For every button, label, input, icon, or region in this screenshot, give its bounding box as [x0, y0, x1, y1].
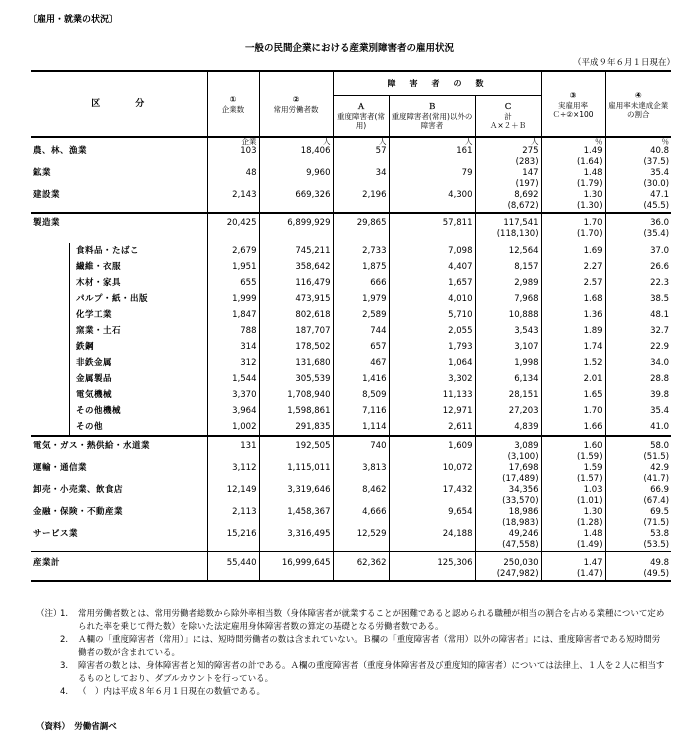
cell: 1.66 [541, 419, 605, 436]
cell: 1,875 [333, 259, 389, 275]
table-row [31, 463, 671, 485]
cell: 48 [207, 168, 259, 190]
row-label: 食料品・たばこ [31, 243, 207, 259]
row-label: 電気・ガス・熱供給・水道業 [33, 441, 151, 451]
cell: 12,529 [333, 529, 389, 552]
cell: 655 [207, 275, 259, 291]
note-number: 4. [60, 687, 69, 697]
cell: 35.4 (30.0) [605, 168, 671, 190]
header-col-b: Ｂ 重度障害者(常用)以外の障害者 [389, 95, 475, 137]
cell: 2,989 [475, 275, 541, 291]
unit-rate: ％ [541, 137, 605, 146]
employment-table [31, 70, 671, 582]
table-row [31, 168, 671, 190]
cell: 3,089 (3,100) [475, 436, 541, 463]
table-row [31, 339, 671, 355]
cell: 79 [389, 168, 475, 190]
row-label: 化学工業 [31, 307, 207, 323]
row-label: 金属製品 [31, 371, 207, 387]
cell: 8,157 [475, 259, 541, 275]
row-label: 金融・保険・不動産業 [33, 507, 124, 517]
cell: 1,609 [389, 436, 475, 463]
cell: 66.9 (67.4) [605, 485, 671, 507]
cell: 1.47 (1.47) [541, 552, 605, 582]
cell: 29,865 [333, 213, 389, 243]
note-text: 障害者の数とは、身体障害者と知的障害者の計である。Ａ欄の重度障害者（重度身体障害者及び重度知的障害者）については法律上、１人を２人に相当するものとしており、ダブルカウントを行っている。 [78, 661, 665, 684]
cell: 32.7 [605, 323, 671, 339]
unit-c: 人 [475, 137, 541, 146]
header-category: 区 分 [31, 71, 207, 137]
unit-workers: 人 [259, 137, 333, 146]
cell: 12,149 [207, 485, 259, 507]
cell: 22.9 [605, 339, 671, 355]
cell: 16,999,645 [259, 552, 333, 582]
note-text: （ ）内は平成８年６月１日現在の数値である。 [78, 687, 266, 697]
cell: 1,998 [475, 355, 541, 371]
cell: 1,793 [389, 339, 475, 355]
cell: 1,002 [207, 419, 259, 436]
cell: 1.49 (1.64) [541, 146, 605, 168]
other-industries [31, 436, 671, 552]
row-label: 建設業 [31, 190, 207, 213]
cell: 6,134 [475, 371, 541, 387]
cell: 1,708,940 [259, 387, 333, 403]
cell: 3,316,495 [259, 529, 333, 552]
row-label: 鉄鋼 [31, 339, 207, 355]
cell: 312 [207, 355, 259, 371]
table-row [31, 243, 671, 259]
cell: 1.36 [541, 307, 605, 323]
cell: 53.8 (53.5) [605, 529, 671, 552]
table-row [31, 529, 671, 552]
section-tag: 〔雇用・就業の状況〕 [28, 15, 119, 25]
cell: 250,030 (247,982) [475, 552, 541, 582]
reference-date: （平成９年６月１日現在） [572, 58, 675, 68]
table-row [31, 485, 671, 507]
cell: 744 [333, 323, 389, 339]
row-label: 電気機械 [31, 387, 207, 403]
cell: 15,216 [207, 529, 259, 552]
cell: 3,319,646 [259, 485, 333, 507]
cell: 10,072 [389, 463, 475, 485]
cell: 161 [389, 146, 475, 168]
cell: 2,113 [207, 507, 259, 529]
cell: 1.60 (1.59) [541, 436, 605, 463]
cell: 117,541 (118,130) [475, 213, 541, 243]
table-row [31, 419, 671, 436]
cell: 55,440 [207, 552, 259, 582]
cell: 34,356 (33,570) [475, 485, 541, 507]
notes [36, 608, 666, 699]
table-row [31, 323, 671, 339]
notes-label: （注） [36, 609, 62, 619]
cell: 10,888 [475, 307, 541, 323]
row-label: 運輸・通信業 [33, 463, 88, 473]
cell: 57 [333, 146, 389, 168]
cell: 1.48 (1.49) [541, 529, 605, 552]
cell: 9,960 [259, 168, 333, 190]
header-enterprises: ① 企業数 [207, 71, 259, 137]
cell: 62,362 [333, 552, 389, 582]
cell: 1.65 [541, 387, 605, 403]
cell: 1,115,011 [259, 463, 333, 485]
cell: 18,986 (18,983) [475, 507, 541, 529]
cell: 1.89 [541, 323, 605, 339]
row-label: 製造業 [33, 218, 61, 228]
cell: 1,458,367 [259, 507, 333, 529]
cell: 49.8 (49.5) [605, 552, 671, 582]
cell: 669,326 [259, 190, 333, 213]
cell: 41.0 [605, 419, 671, 436]
cell: 1,847 [207, 307, 259, 323]
cell: 1,657 [389, 275, 475, 291]
cell: 34 [333, 168, 389, 190]
cell: 47.1 (45.5) [605, 190, 671, 213]
cell: 11,133 [389, 387, 475, 403]
cell: 2.27 [541, 259, 605, 275]
cell: 8,692 (8,672) [475, 190, 541, 213]
cell: 4,010 [389, 291, 475, 307]
cell: 291,835 [259, 419, 333, 436]
cell: 69.5 (71.5) [605, 507, 671, 529]
unit-unmet: ％ [605, 137, 671, 146]
cell: 8,509 [333, 387, 389, 403]
cell: 178,502 [259, 339, 333, 355]
table-row [31, 371, 671, 387]
cell: 5,710 [389, 307, 475, 323]
unit-a: 人 [333, 137, 389, 146]
cell: 1.52 [541, 355, 605, 371]
cell: 4,839 [475, 419, 541, 436]
cell: 1,999 [207, 291, 259, 307]
source: （資料） 労働省調べ [36, 722, 117, 732]
cell: 27,203 [475, 403, 541, 419]
cell: 187,707 [259, 323, 333, 339]
cell: 8,462 [333, 485, 389, 507]
cell: 4,666 [333, 507, 389, 529]
cell: 2,055 [389, 323, 475, 339]
cell: 42.9 (41.7) [605, 463, 671, 485]
cell: 2,196 [333, 190, 389, 213]
cell: 2,143 [207, 190, 259, 213]
cell: 1.70 (1.70) [541, 213, 605, 243]
cell: 2,611 [389, 419, 475, 436]
cell: 57,811 [389, 213, 475, 243]
cell: 37.0 [605, 243, 671, 259]
cell: 2,589 [333, 307, 389, 323]
cell: 3,964 [207, 403, 259, 419]
row-label: サービス業 [33, 529, 79, 539]
cell: 1,114 [333, 419, 389, 436]
header-col-a: Ａ 重度障害者(常用) [333, 95, 389, 137]
header-workers: ② 常用労働者数 [259, 71, 333, 137]
cell: 3,112 [207, 463, 259, 485]
note-number: 2. [60, 635, 69, 645]
manufacturing-breakdown [31, 243, 671, 436]
cell: 1.74 [541, 339, 605, 355]
row-label: 非鉄金属 [31, 355, 207, 371]
cell: 192,505 [259, 436, 333, 463]
cell: 6,899,929 [259, 213, 333, 243]
cell: 275 (283) [475, 146, 541, 168]
row-label: 卸売・小売業、飲食店 [33, 485, 124, 495]
cell: 3,813 [333, 463, 389, 485]
table-row [31, 307, 671, 323]
cell: 1.59 (1.57) [541, 463, 605, 485]
row-label: その他機械 [31, 403, 207, 419]
cell: 7,098 [389, 243, 475, 259]
cell: 1.30 (1.30) [541, 190, 605, 213]
cell: 788 [207, 323, 259, 339]
cell: 3,302 [389, 371, 475, 387]
cell: 1,598,861 [259, 403, 333, 419]
header-disabled-count: 障 害 者 の 数 [333, 71, 541, 95]
cell: 24,188 [389, 529, 475, 552]
table-row [31, 403, 671, 419]
cell: 358,642 [259, 259, 333, 275]
cell: 305,539 [259, 371, 333, 387]
cell: 666 [333, 275, 389, 291]
cell: 7,116 [333, 403, 389, 419]
cell: 745,211 [259, 243, 333, 259]
cell: 1,544 [207, 371, 259, 387]
cell: 131,680 [259, 355, 333, 371]
cell: 26.6 [605, 259, 671, 275]
cell: 12,971 [389, 403, 475, 419]
cell: 2.01 [541, 371, 605, 387]
cell: 1.69 [541, 243, 605, 259]
table-row [31, 275, 671, 291]
cell: 38.5 [605, 291, 671, 307]
cell: 1.70 [541, 403, 605, 419]
row-label: 窯業・土石 [31, 323, 207, 339]
table-row [31, 436, 671, 463]
cell: 125,306 [389, 552, 475, 582]
table-row [31, 507, 671, 529]
cell: 17,432 [389, 485, 475, 507]
cell: 467 [333, 355, 389, 371]
cell: 35.4 [605, 403, 671, 419]
cell: 2.57 [541, 275, 605, 291]
cell: 49,246 (47,558) [475, 529, 541, 552]
unit-enterprises: 企業 [207, 137, 259, 146]
cell: 36.0 (35.4) [605, 213, 671, 243]
table-row [31, 259, 671, 275]
table-row [31, 146, 671, 168]
note-text: 常用労働者数とは、常用労働者総数から除外率相当数（身体障害者が就業することが困難であると認められる職種が相当の割合を占める業種について定められた率を乗じて得た数）を除いた法定雇用身体障害者数の算定の基礎となる労働者数である。 [78, 609, 665, 632]
cell: 314 [207, 339, 259, 355]
row-label: その他 [31, 419, 207, 436]
cell: 40.8 (37.5) [605, 146, 671, 168]
cell: 58.0 (51.5) [605, 436, 671, 463]
cell: 28.8 [605, 371, 671, 387]
row-label: 鉱業 [33, 168, 52, 178]
cell: 7,968 [475, 291, 541, 307]
cell: 740 [333, 436, 389, 463]
cell: 1.30 (1.28) [541, 507, 605, 529]
cell: 1,979 [333, 291, 389, 307]
cell: 4,407 [389, 259, 475, 275]
cell: 39.8 [605, 387, 671, 403]
cell: 1.68 [541, 291, 605, 307]
cell: 9,654 [389, 507, 475, 529]
row-label: 木材・家具 [31, 275, 207, 291]
cell: 4,300 [389, 190, 475, 213]
total-row [31, 552, 671, 582]
cell: 103 [207, 146, 259, 168]
cell: 2,679 [207, 243, 259, 259]
table-title: 一般の民間企業における産業別障害者の雇用状況 [244, 43, 454, 54]
cell: 1.48 (1.79) [541, 168, 605, 190]
row-label: パルプ・紙・出版 [31, 291, 207, 307]
row-label: 繊維・衣服 [31, 259, 207, 275]
cell: 131 [207, 436, 259, 463]
row-label: 農、林、漁業 [33, 146, 88, 156]
cell: 34.0 [605, 355, 671, 371]
cell: 28,151 [475, 387, 541, 403]
header-rate: ③ 実雇用率 Ｃ÷②×100 [541, 71, 605, 137]
total-label: 産業計 [31, 552, 207, 582]
table-row [31, 190, 671, 213]
cell: 3,370 [207, 387, 259, 403]
table-row [31, 291, 671, 307]
cell: 17,698 (17,489) [475, 463, 541, 485]
cell: 802,618 [259, 307, 333, 323]
table-row [31, 387, 671, 403]
note-text: Ａ欄の「重度障害者（常用）」には、短時間労働者の数は含まれていない。Ｂ欄の「重度障害者（常用）以外の障害者」には、重度障害者である短時間労働者の数が含まれている。 [78, 635, 661, 658]
cell: 22.3 [605, 275, 671, 291]
cell: 1.03 (1.01) [541, 485, 605, 507]
cell: 20,425 [207, 213, 259, 243]
cell: 2,733 [333, 243, 389, 259]
cell: 18,406 [259, 146, 333, 168]
cell: 147 (197) [475, 168, 541, 190]
cell: 116,479 [259, 275, 333, 291]
cell: 3,107 [475, 339, 541, 355]
table-row [31, 355, 671, 371]
header-unmet-ratio: ④ 雇用率未達成企業の割合 [605, 71, 671, 137]
note-number: 3. [60, 661, 69, 671]
cell: 12,564 [475, 243, 541, 259]
table-row [31, 213, 671, 243]
cell: 473,915 [259, 291, 333, 307]
cell: 657 [333, 339, 389, 355]
header-col-c: Ｃ 計 Ａ×２＋Ｂ [475, 95, 541, 137]
cell: 3,543 [475, 323, 541, 339]
cell: 1,064 [389, 355, 475, 371]
note-number: 1. [60, 609, 69, 619]
cell: 1,951 [207, 259, 259, 275]
cell: 48.1 [605, 307, 671, 323]
unit-b: 人 [389, 137, 475, 146]
cell: 1,416 [333, 371, 389, 387]
